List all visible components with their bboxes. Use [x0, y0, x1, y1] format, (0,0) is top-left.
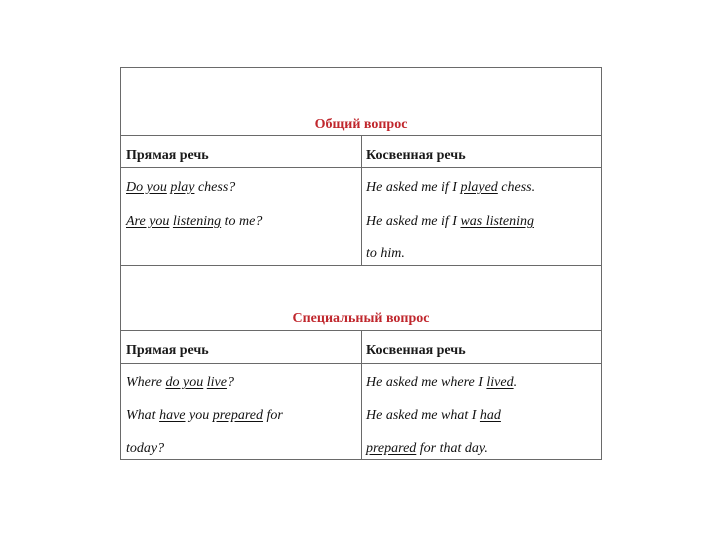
- underlined-text: Do you: [126, 180, 167, 195]
- general-question-title: Общий вопрос: [314, 117, 408, 132]
- underlined-text: was listening: [460, 214, 534, 229]
- text: He asked me if I: [366, 180, 461, 195]
- underlined-text: prepared: [212, 408, 264, 423]
- text: He asked me where I: [366, 375, 487, 390]
- general-indirect-line-2: [366, 214, 534, 230]
- underlined-text: listening: [172, 214, 222, 229]
- special-direct-line-2: [126, 408, 283, 424]
- underlined-text: Are you: [126, 214, 170, 229]
- speech-table: [120, 67, 602, 460]
- special-question-title: Специальный вопрос: [292, 311, 430, 326]
- underlined-text: play: [170, 180, 195, 195]
- text: What: [126, 408, 160, 423]
- text: chess.: [497, 180, 536, 195]
- text: .: [513, 375, 518, 390]
- text: to him.: [366, 246, 405, 261]
- general-direct-line-1: [126, 180, 235, 196]
- text: for: [263, 408, 283, 423]
- text: He asked me if I: [366, 214, 461, 229]
- underlined-text: live: [206, 375, 227, 390]
- special-indirect-line-2: [366, 408, 501, 424]
- special-direct-header: Прямая речь: [126, 343, 209, 358]
- text: He asked me what I: [366, 408, 480, 423]
- column-divider: [361, 135, 362, 266]
- special-indirect-header: Косвенная речь: [366, 343, 466, 358]
- text: to me?: [221, 214, 263, 229]
- text: chess?: [194, 180, 236, 195]
- special-direct-line-3: [126, 441, 164, 457]
- underlined-text: do you: [165, 375, 204, 390]
- text: Where: [126, 375, 166, 390]
- text: for that day.: [416, 441, 488, 456]
- text: ?: [226, 375, 234, 390]
- text: today?: [126, 441, 165, 456]
- underlined-text: played: [460, 180, 498, 195]
- general-indirect-header: Косвенная речь: [366, 148, 466, 163]
- special-direct-line-1: [126, 375, 234, 391]
- general-direct-header: Прямая речь: [126, 148, 209, 163]
- special-indirect-line-3: [366, 441, 488, 457]
- general-indirect-line-3: [366, 246, 405, 262]
- column-divider: [361, 330, 362, 460]
- underlined-text: lived: [486, 375, 514, 390]
- general-indirect-line-1: [366, 180, 535, 196]
- underlined-text: have: [159, 408, 186, 423]
- underlined-text: prepared: [366, 441, 417, 456]
- general-direct-line-2: [126, 214, 262, 230]
- text: you: [185, 408, 213, 423]
- special-indirect-line-1: [366, 375, 517, 391]
- underlined-text: had: [479, 408, 501, 423]
